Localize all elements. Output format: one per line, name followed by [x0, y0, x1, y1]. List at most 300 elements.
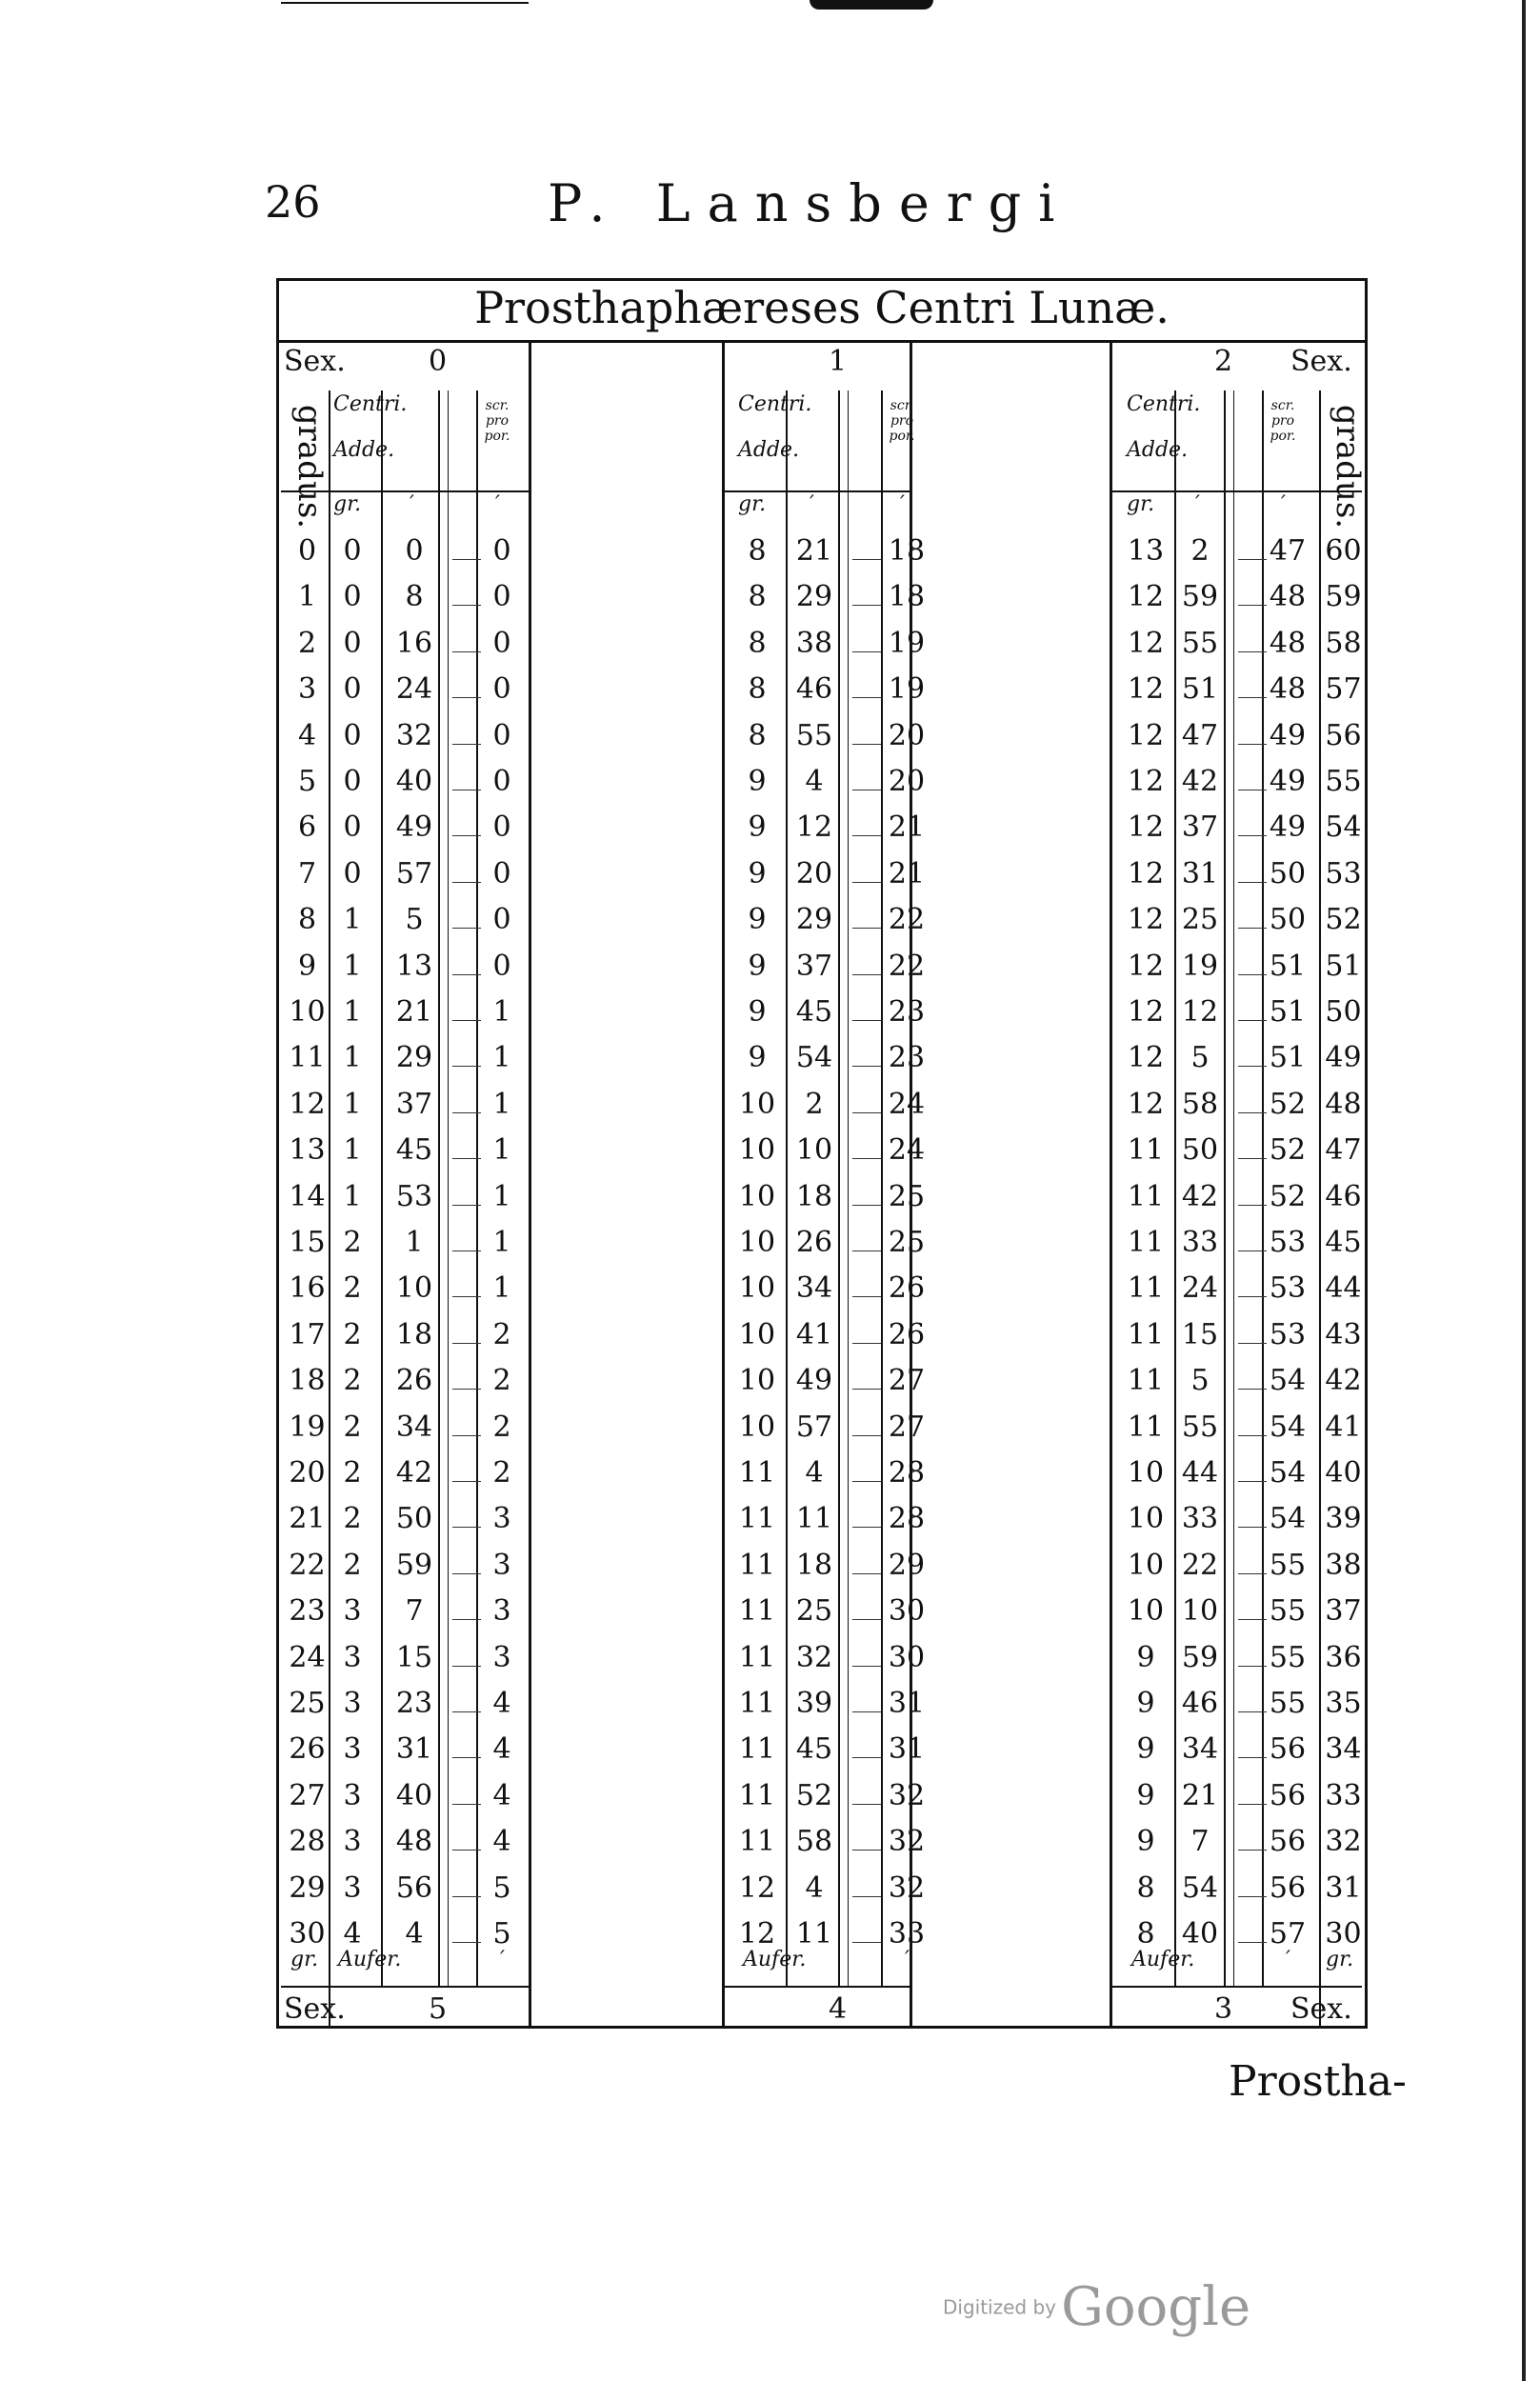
row-dash: [852, 1942, 881, 1943]
minute-cell: 46: [1181, 1687, 1219, 1720]
gradus-left-cell: 29: [289, 1871, 326, 1905]
foot-aufer: Aufer.: [743, 1948, 807, 1971]
row-dash: [852, 1711, 881, 1712]
degree-cell: 3: [343, 1640, 362, 1674]
scruple-cell: 47: [1269, 534, 1307, 568]
column-rule: [1233, 390, 1234, 1986]
minute-cell: 55: [1181, 626, 1219, 660]
scruple-cell: 2: [492, 1317, 511, 1351]
head-scr-min: ′: [495, 492, 500, 516]
row-dash: [452, 835, 481, 836]
sex-header-left: Sex.: [284, 345, 346, 378]
minute-cell: 21: [395, 995, 433, 1029]
minute-cell: 50: [395, 1502, 433, 1536]
degree-cell: 9: [1136, 1640, 1155, 1674]
minute-cell: 57: [395, 856, 433, 890]
scruple-cell: 2: [492, 1456, 511, 1490]
degree-cell: 12: [738, 1917, 776, 1951]
sex-top-number: 0: [429, 345, 448, 378]
head-scr: scr. pro por.: [484, 398, 510, 444]
gradus-col-rule: [1319, 390, 1321, 2029]
degree-cell: 13: [1127, 534, 1165, 568]
row-dash: [452, 1343, 481, 1344]
gradus-right-cell: 31: [1325, 1871, 1362, 1905]
foot-scr-min: ′: [500, 1948, 505, 1971]
degree-cell: 10: [1127, 1456, 1165, 1490]
row-dash: [452, 1435, 481, 1436]
scruple-cell: 54: [1269, 1456, 1307, 1490]
degree-cell: 11: [738, 1640, 776, 1674]
gradus-right-cell: 56: [1325, 718, 1362, 752]
row-dash: [852, 1158, 881, 1159]
gradus-left-cell: 16: [289, 1271, 326, 1306]
degree-cell: 10: [738, 1226, 776, 1259]
degree-cell: 9: [1136, 1687, 1155, 1720]
row-dash: [452, 744, 481, 745]
minute-cell: 37: [1181, 810, 1219, 845]
degree-cell: 1: [343, 1087, 362, 1121]
row-dash: [452, 882, 481, 883]
scruple-cell: 24: [888, 1133, 926, 1168]
minute-cell: 15: [1181, 1317, 1219, 1351]
degree-cell: 11: [738, 1594, 776, 1629]
row-dash: [452, 1896, 481, 1897]
sex-top-number: 1: [829, 345, 848, 378]
gradus-right-cell: 34: [1325, 1732, 1362, 1767]
row-dash: [852, 928, 881, 929]
scruple-cell: 28: [888, 1502, 926, 1536]
degree-cell: 12: [1127, 672, 1165, 707]
minute-cell: 13: [395, 949, 433, 983]
scruple-cell: 0: [492, 626, 511, 660]
degree-cell: 11: [1127, 1410, 1165, 1444]
degree-cell: 12: [1127, 995, 1165, 1029]
degree-cell: 9: [748, 810, 767, 845]
row-dash: [452, 559, 481, 560]
gradus-right-cell: 59: [1325, 580, 1362, 614]
gradus-right-cell: 35: [1325, 1687, 1362, 1720]
row-dash: [452, 1666, 481, 1667]
row-dash: [452, 1020, 481, 1021]
minute-cell: 47: [1181, 718, 1219, 752]
minute-cell: 34: [1181, 1732, 1219, 1767]
scruple-cell: 56: [1269, 1825, 1307, 1859]
minute-cell: 40: [395, 1778, 433, 1812]
minute-cell: 59: [1181, 580, 1219, 614]
gradus-right-cell: 52: [1325, 903, 1362, 937]
degree-cell: 0: [343, 765, 362, 798]
row-dash: [1238, 1666, 1267, 1667]
minute-cell: 59: [1181, 1640, 1219, 1674]
scruple-cell: 4: [492, 1825, 511, 1859]
degree-cell: 0: [343, 580, 362, 614]
degree-cell: 11: [1127, 1133, 1165, 1168]
degree-cell: 11: [1127, 1226, 1165, 1259]
column-rule: [1224, 390, 1226, 1986]
minute-cell: 49: [395, 810, 433, 845]
scruple-cell: 53: [1269, 1226, 1307, 1259]
minute-cell: 0: [405, 534, 424, 568]
row-dash: [1238, 1573, 1267, 1574]
scruple-cell: 55: [1269, 1548, 1307, 1582]
minute-cell: 29: [395, 1041, 433, 1075]
scruple-cell: 55: [1269, 1640, 1307, 1674]
gradus-left-cell: 12: [289, 1087, 326, 1121]
scruple-cell: 21: [888, 856, 926, 890]
degree-cell: 9: [748, 856, 767, 890]
row-dash: [1238, 1942, 1267, 1943]
row-dash: [452, 928, 481, 929]
gradus-right-cell: 44: [1325, 1271, 1362, 1306]
minute-cell: 40: [395, 765, 433, 798]
scruple-cell: 0: [492, 765, 511, 798]
gradus-left-cell: 20: [289, 1456, 326, 1490]
head-adde: Adde.: [1127, 438, 1189, 462]
degree-cell: 3: [343, 1687, 362, 1720]
degree-cell: 12: [1127, 903, 1165, 937]
scruple-cell: 0: [492, 534, 511, 568]
minute-cell: 11: [795, 1502, 833, 1536]
minute-cell: 34: [795, 1271, 833, 1306]
sex-bottom-number: 5: [429, 1992, 448, 2026]
row-dash: [452, 651, 481, 652]
row-dash: [1238, 1020, 1267, 1021]
row-dash: [1238, 1158, 1267, 1159]
row-dash: [452, 1619, 481, 1620]
scruple-cell: 33: [888, 1917, 926, 1951]
scruple-cell: 29: [888, 1548, 926, 1582]
degree-cell: 8: [748, 580, 767, 614]
degree-cell: 2: [343, 1271, 362, 1306]
column-rule: [381, 390, 383, 1986]
digitized-by-google-watermark: [943, 2276, 1250, 2338]
scruple-cell: 31: [888, 1687, 926, 1720]
row-dash: [852, 1296, 881, 1297]
degree-cell: 1: [343, 995, 362, 1029]
running-head: P. Lansbergi: [548, 173, 1072, 233]
row-dash: [1238, 697, 1267, 698]
minute-cell: 24: [395, 672, 433, 707]
row-dash: [852, 1205, 881, 1206]
degree-cell: 12: [1127, 718, 1165, 752]
row-dash: [452, 1527, 481, 1528]
row-dash: [852, 1619, 881, 1620]
scruple-cell: 51: [1269, 1041, 1307, 1075]
row-dash: [1238, 974, 1267, 975]
degree-cell: 8: [748, 718, 767, 752]
degree-cell: 11: [738, 1825, 776, 1859]
degree-cell: 0: [343, 534, 362, 568]
page-edge: [1522, 0, 1526, 2381]
degree-cell: 12: [1127, 580, 1165, 614]
row-dash: [852, 1435, 881, 1436]
degree-cell: 1: [343, 903, 362, 937]
degree-cell: 11: [738, 1456, 776, 1490]
scruple-cell: 55: [1269, 1687, 1307, 1720]
row-dash: [1238, 1850, 1267, 1851]
degree-cell: 9: [748, 903, 767, 937]
minute-cell: 45: [795, 995, 833, 1029]
minute-cell: 32: [795, 1640, 833, 1674]
row-dash: [1238, 1481, 1267, 1482]
minute-cell: 15: [395, 1640, 433, 1674]
minute-cell: 10: [395, 1271, 433, 1306]
degree-cell: 3: [343, 1778, 362, 1812]
scruple-cell: 25: [888, 1179, 926, 1213]
degree-cell: 12: [1127, 626, 1165, 660]
gradus-left-cell: 7: [297, 856, 317, 890]
scruple-cell: 0: [492, 856, 511, 890]
degree-cell: 9: [1136, 1778, 1155, 1812]
minute-cell: 42: [395, 1456, 433, 1490]
degree-cell: 0: [343, 856, 362, 890]
gradus-right-cell: 50: [1325, 995, 1362, 1029]
minute-cell: 25: [1181, 903, 1219, 937]
scruple-cell: 54: [1269, 1410, 1307, 1444]
scruple-cell: 2: [492, 1410, 511, 1444]
row-dash: [1238, 651, 1267, 652]
foot-scr-min: ′: [1286, 1948, 1290, 1971]
minute-cell: 53: [395, 1179, 433, 1213]
minute-cell: 41: [795, 1317, 833, 1351]
row-dash: [852, 1389, 881, 1390]
gradus-left-cell: 0: [297, 534, 317, 568]
head-gr: gr.: [1127, 492, 1155, 516]
minute-cell: 21: [795, 534, 833, 568]
minute-cell: 23: [395, 1687, 433, 1720]
degree-cell: 10: [738, 1087, 776, 1121]
column-rule: [848, 390, 849, 1986]
scruple-cell: 3: [492, 1594, 511, 1629]
head-min: ′: [1195, 492, 1200, 516]
minute-cell: 55: [795, 718, 833, 752]
head-min: ′: [410, 492, 414, 516]
row-dash: [1238, 835, 1267, 836]
degree-cell: 11: [738, 1548, 776, 1582]
degree-cell: 10: [1127, 1502, 1165, 1536]
minute-cell: 29: [795, 580, 833, 614]
degree-cell: 10: [738, 1271, 776, 1306]
head-centri: Centri.: [738, 392, 812, 416]
gradus-right-cell: 55: [1325, 765, 1362, 798]
scruple-cell: 56: [1269, 1871, 1307, 1905]
row-dash: [452, 974, 481, 975]
scruple-cell: 0: [492, 810, 511, 845]
degree-cell: 9: [748, 949, 767, 983]
row-dash: [452, 1757, 481, 1758]
row-dash: [1238, 1205, 1267, 1206]
minute-cell: 51: [1181, 672, 1219, 707]
degree-cell: 12: [1127, 765, 1165, 798]
scruple-cell: 5: [492, 1871, 511, 1905]
minute-cell: 16: [395, 626, 433, 660]
gradus-left-cell: 23: [289, 1594, 326, 1629]
row-dash: [852, 1481, 881, 1482]
scruple-cell: 48: [1269, 626, 1307, 660]
minute-cell: 42: [1181, 765, 1219, 798]
degree-cell: 11: [1127, 1364, 1165, 1398]
scruple-cell: 22: [888, 903, 926, 937]
minute-cell: 1: [405, 1226, 424, 1259]
row-dash: [852, 974, 881, 975]
scruple-cell: 27: [888, 1364, 926, 1398]
scruple-cell: 22: [888, 949, 926, 983]
scruple-cell: 30: [888, 1640, 926, 1674]
scruple-cell: 3: [492, 1548, 511, 1582]
minute-cell: 58: [1181, 1087, 1219, 1121]
row-dash: [1238, 1757, 1267, 1758]
gradus-left-cell: 8: [297, 903, 317, 937]
scruple-cell: 3: [492, 1640, 511, 1674]
minute-cell: 38: [795, 626, 833, 660]
degree-cell: 9: [748, 1041, 767, 1075]
gradus-left-cell: 13: [289, 1133, 326, 1168]
google-logo: Google: [1061, 2276, 1251, 2338]
minute-cell: 11: [795, 1917, 833, 1951]
gradus-right-cell: 43: [1325, 1317, 1362, 1351]
minute-cell: 45: [795, 1732, 833, 1767]
scruple-cell: 48: [1269, 580, 1307, 614]
minute-cell: 46: [795, 672, 833, 707]
gradus-right-cell: 60: [1325, 534, 1362, 568]
minute-cell: 10: [1181, 1594, 1219, 1629]
scruple-cell: 53: [1269, 1271, 1307, 1306]
minute-cell: 20: [795, 856, 833, 890]
gradus-right-cell: 47: [1325, 1133, 1362, 1168]
minute-cell: 21: [1181, 1778, 1219, 1812]
sex-top-number: 2: [1214, 345, 1233, 378]
degree-cell: 8: [1136, 1917, 1155, 1951]
minute-cell: 50: [1181, 1133, 1219, 1168]
gradus-left-cell: 15: [289, 1226, 326, 1259]
sex-footer-right: Sex.: [1290, 1992, 1352, 2026]
gradus-right-cell: 42: [1325, 1364, 1362, 1398]
scruple-cell: 20: [888, 718, 926, 752]
minute-cell: 39: [795, 1687, 833, 1720]
degree-cell: 0: [343, 810, 362, 845]
row-dash: [1238, 1296, 1267, 1297]
row-dash: [452, 1481, 481, 1482]
gradus-left-cell: 24: [289, 1640, 326, 1674]
minute-cell: 29: [795, 903, 833, 937]
degree-cell: 0: [343, 626, 362, 660]
degree-cell: 11: [738, 1502, 776, 1536]
gradus-right-cell: 49: [1325, 1041, 1362, 1075]
scruple-cell: 49: [1269, 765, 1307, 798]
hr-foot: [281, 1986, 529, 1988]
degree-cell: 10: [738, 1364, 776, 1398]
degree-cell: 8: [748, 626, 767, 660]
minute-cell: 2: [805, 1087, 824, 1121]
degree-cell: 3: [343, 1594, 362, 1629]
minute-cell: 48: [395, 1825, 433, 1859]
row-dash: [452, 1205, 481, 1206]
scruple-cell: 1: [492, 1271, 511, 1306]
row-dash: [1238, 559, 1267, 560]
scruple-cell: 52: [1269, 1133, 1307, 1168]
head-gr: gr.: [738, 492, 767, 516]
degree-cell: 12: [1127, 949, 1165, 983]
minute-cell: 31: [1181, 856, 1219, 890]
minute-cell: 37: [395, 1087, 433, 1121]
catchword: Prostha-: [1229, 2057, 1407, 2106]
row-dash: [452, 1804, 481, 1805]
gradus-right-cell: 51: [1325, 949, 1362, 983]
minute-cell: 8: [405, 580, 424, 614]
minute-cell: 19: [1181, 949, 1219, 983]
scruple-cell: 1: [492, 1226, 511, 1259]
minute-cell: 33: [1181, 1502, 1219, 1536]
scruple-cell: 30: [888, 1594, 926, 1629]
row-dash: [852, 835, 881, 836]
minute-cell: 31: [395, 1732, 433, 1767]
column-rule: [448, 390, 449, 1986]
degree-cell: 12: [1127, 856, 1165, 890]
minute-cell: 33: [1181, 1226, 1219, 1259]
row-dash: [452, 1389, 481, 1390]
minute-cell: 54: [795, 1041, 833, 1075]
minute-cell: 49: [795, 1364, 833, 1398]
minute-cell: 12: [795, 810, 833, 845]
column-rule: [786, 390, 788, 1986]
gradus-left-cell: 11: [289, 1041, 326, 1075]
column-rule: [438, 390, 440, 1986]
minute-cell: 7: [1190, 1825, 1210, 1859]
gradus-right-cell: 48: [1325, 1087, 1362, 1121]
minute-cell: 4: [405, 1917, 424, 1951]
gradus-left-cell: 27: [289, 1778, 326, 1812]
gradus-right-cell: 39: [1325, 1502, 1362, 1536]
minute-cell: 45: [395, 1133, 433, 1168]
gradus-right-cell: 32: [1325, 1825, 1362, 1859]
gradus-left-cell: 30: [289, 1917, 326, 1951]
row-dash: [452, 1066, 481, 1067]
gradus-right-cell: 30: [1325, 1917, 1362, 1951]
row-dash: [1238, 1804, 1267, 1805]
head-centri: Centri.: [333, 392, 408, 416]
minute-cell: 7: [405, 1594, 424, 1629]
scruple-cell: 53: [1269, 1317, 1307, 1351]
minute-cell: 4: [805, 1871, 824, 1905]
gradus-label-right: gradus.: [1329, 404, 1368, 530]
gradus-left-cell: 4: [297, 718, 317, 752]
gradus-right-cell: 40: [1325, 1456, 1362, 1490]
degree-cell: 12: [1127, 1041, 1165, 1075]
degree-cell: 11: [738, 1687, 776, 1720]
degree-cell: 2: [343, 1410, 362, 1444]
panel-border: [1110, 343, 1112, 2029]
gradus-left-cell: 17: [289, 1317, 326, 1351]
minute-cell: 40: [1181, 1917, 1219, 1951]
degree-cell: 1: [343, 1133, 362, 1168]
row-dash: [852, 1020, 881, 1021]
scruple-cell: 54: [1269, 1502, 1307, 1536]
hr-foot: [722, 1986, 910, 1988]
scruple-cell: 52: [1269, 1179, 1307, 1213]
row-dash: [452, 1112, 481, 1113]
degree-cell: 2: [343, 1364, 362, 1398]
scruple-cell: 27: [888, 1410, 926, 1444]
scruple-cell: 50: [1269, 903, 1307, 937]
hr-sexta: [281, 2, 529, 4]
row-dash: [452, 1942, 481, 1943]
degree-cell: 2: [343, 1226, 362, 1259]
degree-cell: 8: [748, 534, 767, 568]
row-dash: [1238, 1711, 1267, 1712]
row-dash: [1238, 744, 1267, 745]
scruple-cell: 0: [492, 949, 511, 983]
degree-cell: 10: [738, 1179, 776, 1213]
